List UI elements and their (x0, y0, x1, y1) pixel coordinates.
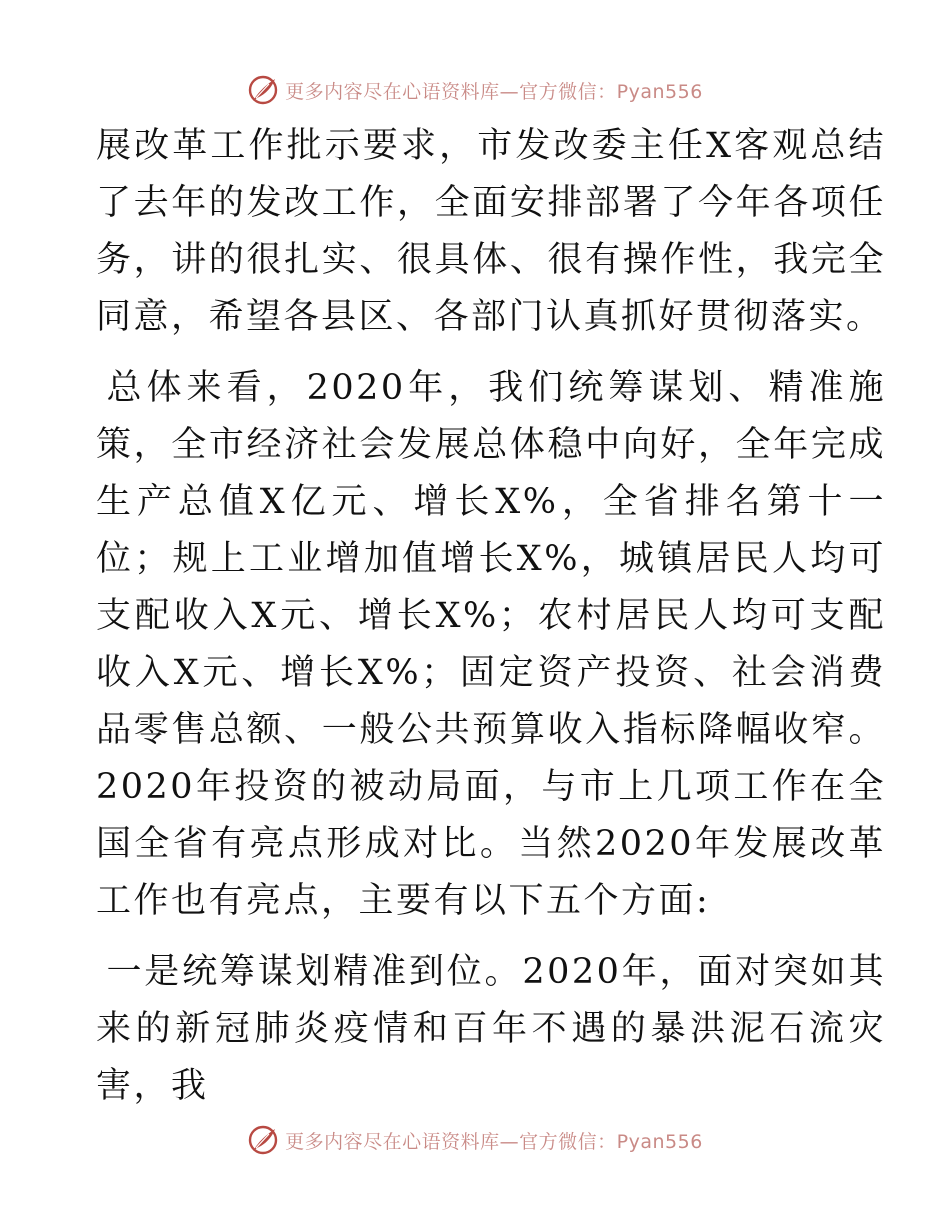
feather-pen-logo-icon (247, 1124, 279, 1156)
footer-watermark-banner (0, 1120, 950, 1160)
paragraph-1: 展改革工作批示要求，市发改委主任X客观总结了去年的发改工作，全面安排部署了今年各项任务，讲的很扎实、很具体、很有操作性，我完全同意，希望各县区、各部门认真抓好贯彻落实。 (96, 126, 886, 337)
header-banner-text: 更多内容尽在心语资料库—官方微信：Pyan556 (285, 80, 703, 103)
header-watermark-banner (0, 70, 950, 110)
paragraph-2: 总体来看，2020年，我们统筹谋划、精准施策，全市经济社会发展总体稳中向好，全年完成生产总值X亿元、增长X%，全省排名第十一位；规上工业增加值增长X%，城镇居民人均可支配收入X元、增长X%；农村居民人均可支配收入X元、增长X%；固定资产投资、社会消费品零售总额、一般公共预算收入指标降幅收窄。2020年投资的被动局面，与市上几项工作在全国全省有亮点形成对比。当然2020年发展改革工作也有亮点，主要有以下五个方面: (96, 368, 886, 921)
document-body (96, 118, 886, 1115)
feather-pen-logo-icon (247, 74, 279, 106)
paragraph-3: 一是统筹谋划精准到位。2020年，面对突如其来的新冠肺炎疫情和百年不遇的暴洪泥石流灾害，我 (96, 952, 886, 1106)
footer-banner-text: 更多内容尽在心语资料库—官方微信：Pyan556 (285, 1130, 703, 1153)
